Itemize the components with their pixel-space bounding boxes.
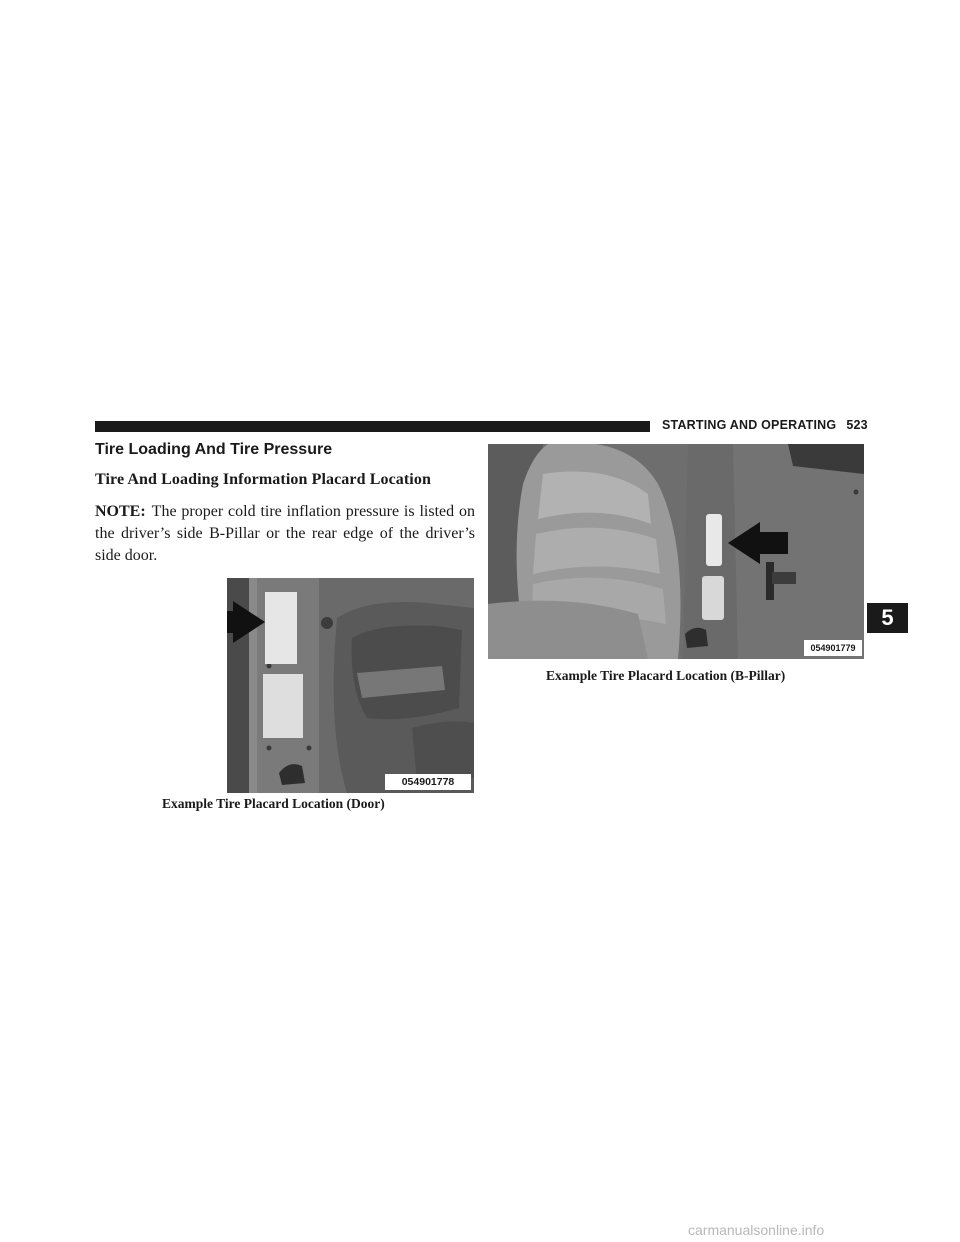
header-section-title: STARTING AND OPERATING xyxy=(662,418,837,432)
b-pillar-placard-lower xyxy=(702,576,724,620)
note-label: NOTE: xyxy=(95,503,146,520)
b-pillar-placard-photo xyxy=(488,444,864,659)
page-number: 523 xyxy=(846,418,868,432)
b-pillar-figure-caption: Example Tire Placard Location (B-Pillar) xyxy=(546,668,786,683)
door-figure-caption: Example Tire Placard Location (Door) xyxy=(162,796,385,811)
b-pillar-placard-upper xyxy=(706,514,722,566)
watermark: carmanualsonline.info xyxy=(688,1222,825,1238)
header-rule xyxy=(95,421,650,432)
section-heading: Tire Loading And Tire Pressure xyxy=(95,441,333,458)
note-line-2: the driver’s side B-Pillar or the rear edge of the driver’s xyxy=(95,525,475,542)
note-line-3: side door. xyxy=(95,547,158,564)
sub-heading: Tire And Loading Information Placard Location xyxy=(95,471,431,488)
tire-placard-upper xyxy=(265,592,297,664)
tire-placard-lower xyxy=(263,674,303,738)
chapter-tab: 5 xyxy=(867,603,908,633)
door-figure-code: 054901778 xyxy=(401,776,455,788)
b-pillar-figure-code: 054901779 xyxy=(810,643,856,653)
door-placard-photo xyxy=(227,578,474,793)
running-header xyxy=(662,418,868,432)
note-paragraph xyxy=(95,501,475,567)
note-line-1: NOTE: The proper cold tire inflation pressure is listed on xyxy=(95,503,475,520)
